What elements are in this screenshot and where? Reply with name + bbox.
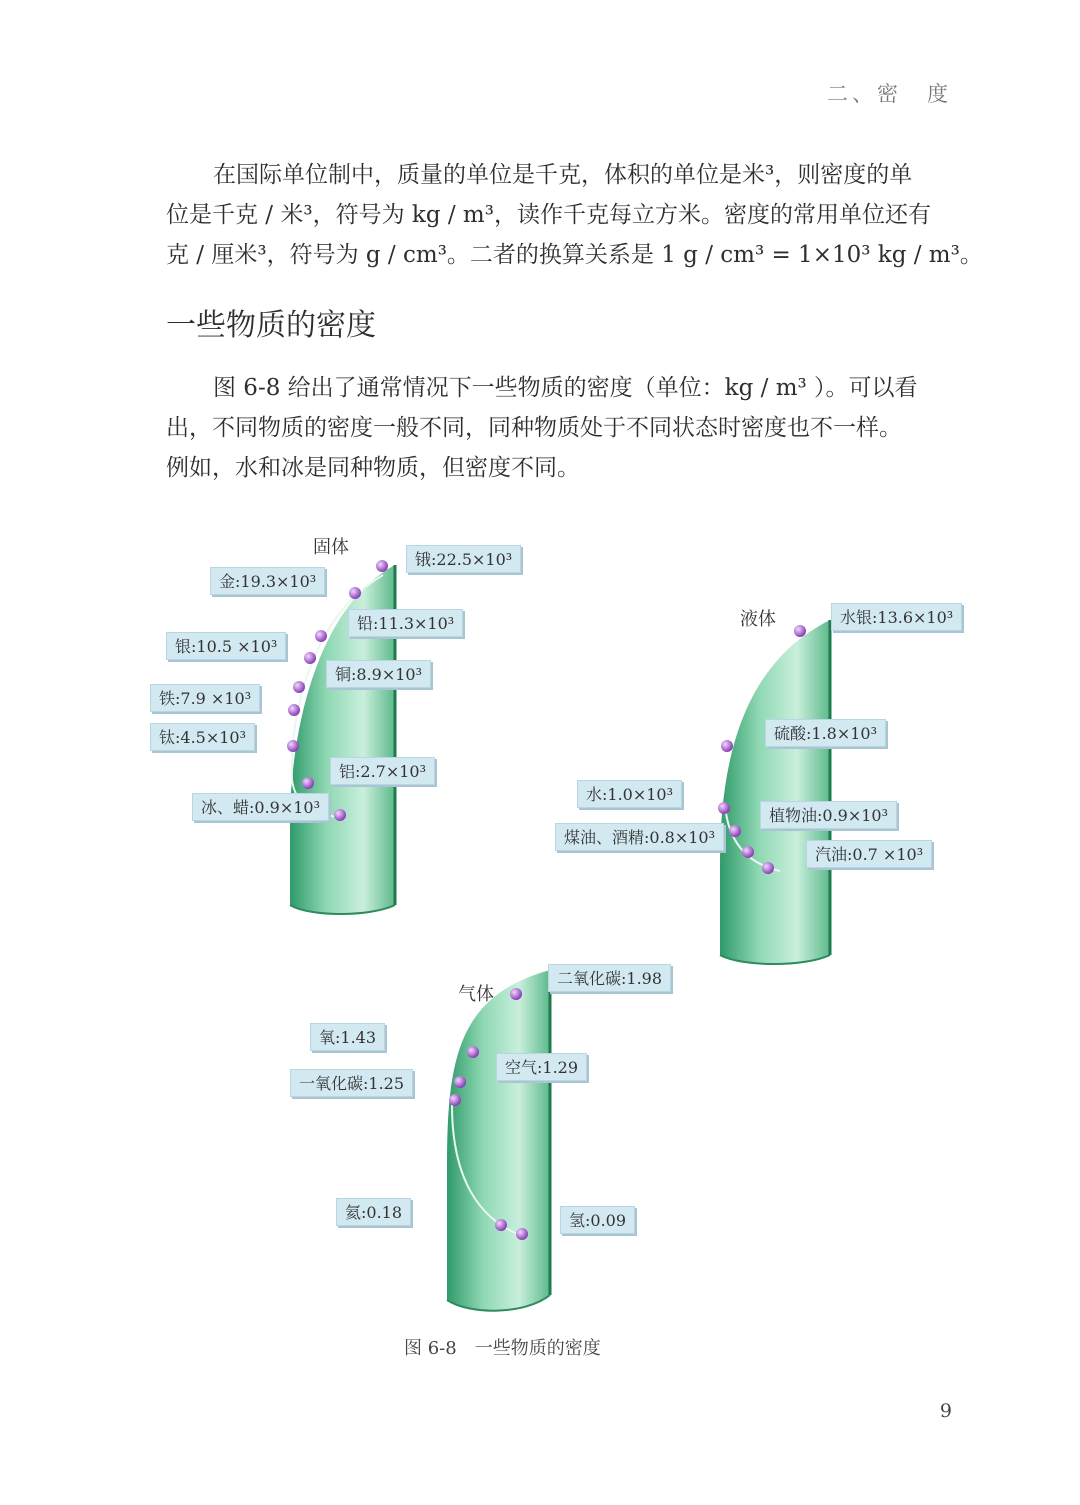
label-vegetable-oil: 植物油:0.9×10³ <box>760 801 897 829</box>
label-silver: 银:10.5 ×10³ <box>166 632 286 660</box>
gases-cylinder <box>447 970 550 1311</box>
marker-oxygen <box>467 1046 479 1058</box>
liquids-cylinder <box>718 620 830 964</box>
marker-vegetable-oil <box>729 825 741 837</box>
label-iron: 铁:7.9 ×10³ <box>150 684 260 712</box>
marker-lead <box>315 630 327 642</box>
label-kerosene-alcohol: 煤油、酒精:0.8×10³ <box>555 823 724 851</box>
marker-mercury <box>794 625 806 637</box>
gases-title: 气体 <box>458 984 494 1005</box>
marker-helium <box>495 1219 507 1231</box>
label-hydrogen: 氢:0.09 <box>560 1206 635 1234</box>
page-number: 9 <box>939 1400 952 1422</box>
paragraph-line: 出，不同物质的密度一般不同，同种物质处于不同状态时密度也不一样。 <box>166 415 902 441</box>
marker-gasoline <box>762 862 774 874</box>
paragraph-line: 克 / 厘米³，符号为 g / cm³。二者的换算关系是 1 g / cm³ = 1×10³ kg / m³。 <box>166 242 983 268</box>
paragraph-density-intro <box>166 368 956 488</box>
label-carbon-dioxide: 二氧化碳:1.98 <box>548 964 671 992</box>
solids-title: 固体 <box>313 537 349 558</box>
marker-kerosene <box>742 846 754 858</box>
label-titanium: 钛:4.5×10³ <box>150 723 255 751</box>
marker-water <box>718 802 730 814</box>
paragraph-line: 在国际单位制中，质量的单位是千克，体积的单位是米³，则密度的单 <box>213 162 913 188</box>
section-title: 一些物质的密度 <box>166 308 376 343</box>
label-oxygen: 氧:1.43 <box>310 1023 385 1051</box>
label-water: 水:1.0×10³ <box>577 780 682 808</box>
paragraph-line: 图 6-8 给出了通常情况下一些物质的密度（单位：kg / m³ ）。可以看 <box>213 375 918 401</box>
marker-sulfuric-acid <box>721 740 733 752</box>
liquids-title: 液体 <box>740 609 776 630</box>
label-carbon-monoxide: 一氧化碳:1.25 <box>290 1069 413 1097</box>
label-air: 空气:1.29 <box>496 1053 587 1081</box>
marker-air <box>454 1076 466 1088</box>
marker-iron <box>288 704 300 716</box>
marker-silver <box>304 652 316 664</box>
marker-copper <box>293 681 305 693</box>
label-gasoline: 汽油:0.7 ×10³ <box>806 840 932 868</box>
label-gold: 金:19.3×10³ <box>210 567 325 595</box>
marker-carbon-monoxide <box>449 1094 461 1106</box>
running-header: 二、密 度 <box>827 82 952 106</box>
marker-hydrogen <box>516 1228 528 1240</box>
label-osmium: 锇:22.5×10³ <box>406 545 521 573</box>
figure-caption: 图 6-8 一些物质的密度 <box>404 1338 601 1359</box>
density-figure <box>140 525 980 1345</box>
marker-titanium <box>287 740 299 752</box>
marker-carbon-dioxide <box>510 988 522 1000</box>
marker-aluminium <box>302 777 314 789</box>
label-mercury: 水银:13.6×10³ <box>831 603 962 631</box>
paragraph-line: 例如，水和冰是同种物质，但密度不同。 <box>166 455 580 481</box>
marker-osmium <box>376 560 388 572</box>
label-helium: 氦:0.18 <box>336 1198 411 1226</box>
label-sulfuric-acid: 硫酸:1.8×10³ <box>765 719 886 747</box>
marker-gold <box>349 587 361 599</box>
label-lead: 铅:11.3×10³ <box>348 609 463 637</box>
label-copper: 铜:8.9×10³ <box>326 660 431 688</box>
marker-ice <box>334 809 346 821</box>
paragraph-line: 位是千克 / 米³，符号为 kg / m³，读作千克每立方米。密度的常用单位还有 <box>166 202 931 228</box>
label-ice-wax: 冰、蜡:0.9×10³ <box>192 793 329 821</box>
paragraph-units <box>166 155 983 275</box>
label-aluminium: 铝:2.7×10³ <box>330 757 435 785</box>
